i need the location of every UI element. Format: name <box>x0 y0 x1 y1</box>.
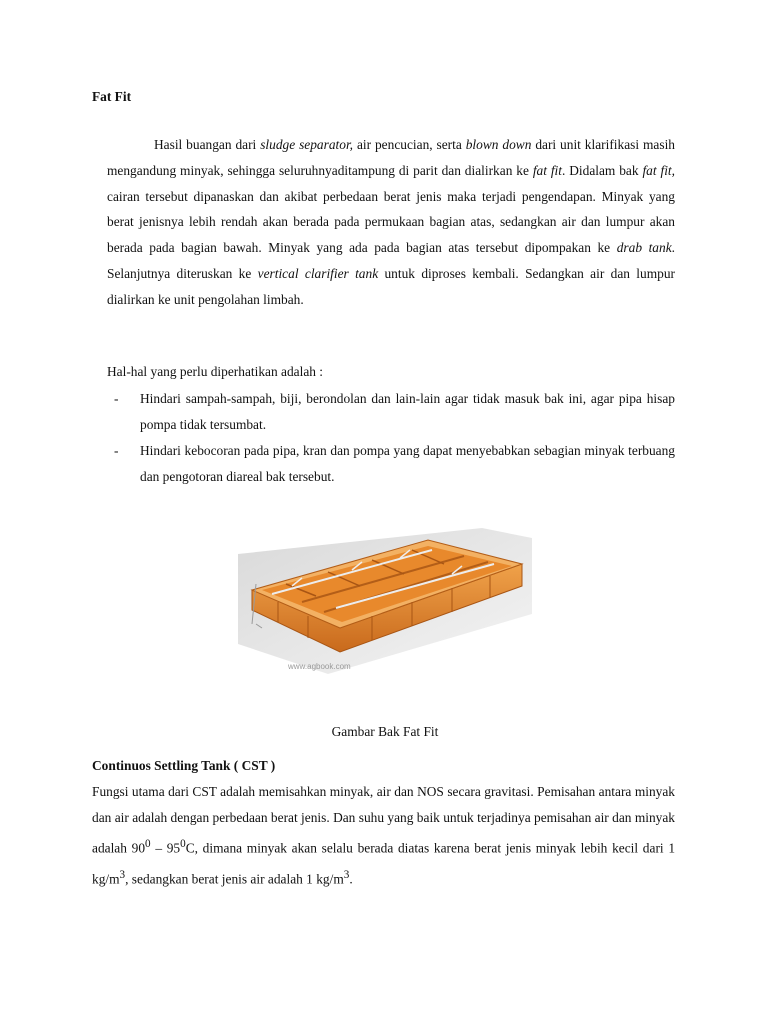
list-item <box>108 386 675 438</box>
cst-paragraph <box>92 779 675 893</box>
para-term: drab tank <box>616 240 672 256</box>
watermark-text: www.agbook.com <box>288 662 351 671</box>
para-term: sludge separator, <box>260 137 354 152</box>
para-term: vertical clarifier tank <box>257 265 379 281</box>
bullet-dash: - <box>114 443 119 458</box>
section-title-fat-fit: Fat Fit <box>92 89 132 104</box>
fat-fit-tank-illustration <box>232 524 538 676</box>
para-text: Hasil buangan dari <box>154 137 261 152</box>
para-text: C, dimana minyak akan selalu berada diatas karena berat jenis minyak lebih kecil dari 1 kg/m <box>92 840 676 887</box>
fat-fit-tank-figure <box>232 524 538 676</box>
superscript: 3 <box>343 869 350 882</box>
figure-caption: Gambar Bak Fat Fit <box>331 724 439 739</box>
para-text: cairan tersebut dipanaskan dan akibat perbedaan berat jenis maka terjadi pengendapan. Minyak yang berat jenisnya lebih rendah akan berada pada permukaan bagian atas, sedangkan air dan lumpur akan berada pada bagian bawah. Minyak yang ada pada bagian atas tersebut dipompakan ke <box>107 188 675 256</box>
para-term: fat fit <box>532 162 562 178</box>
para-term: blown down <box>465 137 532 152</box>
para-text: – 95 <box>150 840 181 856</box>
bullet-dash: - <box>114 391 119 406</box>
para-text: untuk diproses kembali. Sedangkan air dan lumpur dialirkan ke unit pengolahan limbah. <box>107 265 675 307</box>
list-item <box>108 438 675 490</box>
notes-list <box>108 386 675 490</box>
para-text: . Selanjutnya diteruskan ke <box>107 240 676 281</box>
superscript: 3 <box>119 869 126 882</box>
notes-intro: Hal-hal yang perlu diperhatikan adalah : <box>107 364 324 379</box>
para-text: air pencucian, serta <box>353 137 466 152</box>
section-title-cst: Continuos Settling Tank ( CST ) <box>92 758 276 773</box>
superscript: 0 <box>180 838 186 851</box>
para-text: dari unit klarifikasi masih mengandung minyak, sehingga seluruhnyaditampung di parit dan dialirkan ke <box>107 137 675 178</box>
list-item-text: Hindari sampah-sampah, biji, berondolan dan lain-lain agar tidak masuk bak ini, agar pipa hisap pompa tidak tersumbat. <box>140 391 675 432</box>
para-text: , sedangkan berat jenis air adalah 1 kg/m <box>125 871 344 887</box>
para-term: fat fit, <box>642 162 675 178</box>
para-text: . Didalam bak <box>562 162 643 178</box>
para-text: . <box>349 871 353 887</box>
superscript: 0 <box>145 838 151 851</box>
list-item-text: Hindari kebocoran pada pipa, kran dan pompa yang dapat menyebabkan sebagian minyak terbuang dan pengotoran diareal bak tersebut. <box>140 443 675 484</box>
fat-fit-paragraph <box>107 132 675 313</box>
para-text: Fungsi utama dari CST adalah memisahkan minyak, air dan NOS secara gravitasi. Pemisahan antara minyak dan air adalah dengan perbedaan berat jenis. Dan suhu yang baik untuk terjadinya pemisahan air dan minyak adalah 90 <box>92 784 675 856</box>
